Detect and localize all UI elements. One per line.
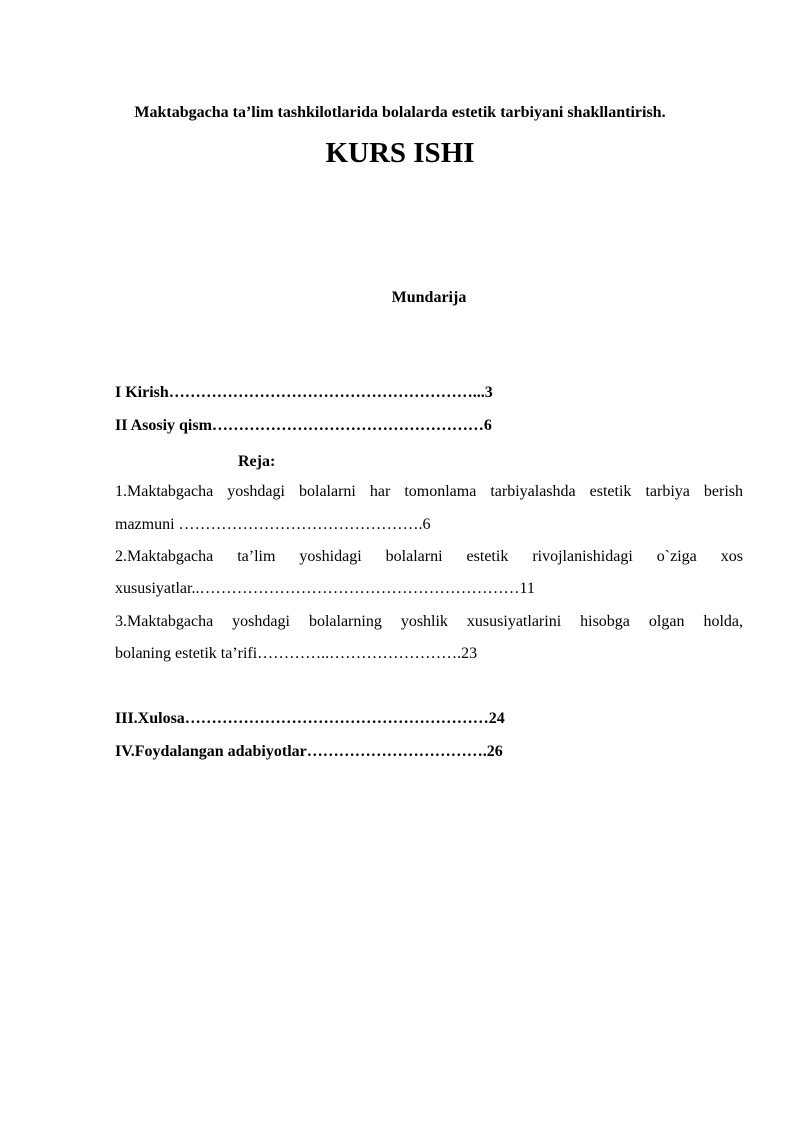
toc-item-3-line-2: bolaning estetik ta’rifi…………..…………………….23 [115,645,478,662]
document-subtitle: Maktabgacha ta’lim tashkilotlarida bolalarda estetik tarbiyani shakllantirish. [134,104,666,121]
toc-item-3-line-1: 3.Maktabgacha yoshdagi bolalarning yoshlik xususiyatlarini hisobga olgan holda, [115,613,743,630]
toc-heading: Mundarija [391,289,467,306]
document-type-title: KURS ISHI [325,137,475,169]
toc-entry-references: IV.Foydalangan adabiyotlar…………………………….26 [115,743,503,760]
toc-item-2-line-2: xususiyatlar..……………………………………………………11 [115,580,535,597]
toc-entry-main-part: II Asosiy qism……………………………………………6 [115,417,492,434]
toc-item-2-line-1: 2.Maktabgacha ta’lim yoshidagi bolalarni estetik rivojlanishidagi o`ziga xos [115,548,743,565]
toc-entry-intro: I Kirish…………………………………………………...3 [115,384,493,401]
toc-item-1-line-2: mazmuni ……………………………………….6 [115,516,431,533]
plan-label: Reja: [238,453,276,470]
toc-entry-conclusion: III.Xulosa…………………………………………………24 [115,710,505,727]
toc-item-1-line-1: 1.Maktabgacha yoshdagi bolalarni har tomonlama tarbiyalashda estetik tarbiya berish [115,483,743,500]
